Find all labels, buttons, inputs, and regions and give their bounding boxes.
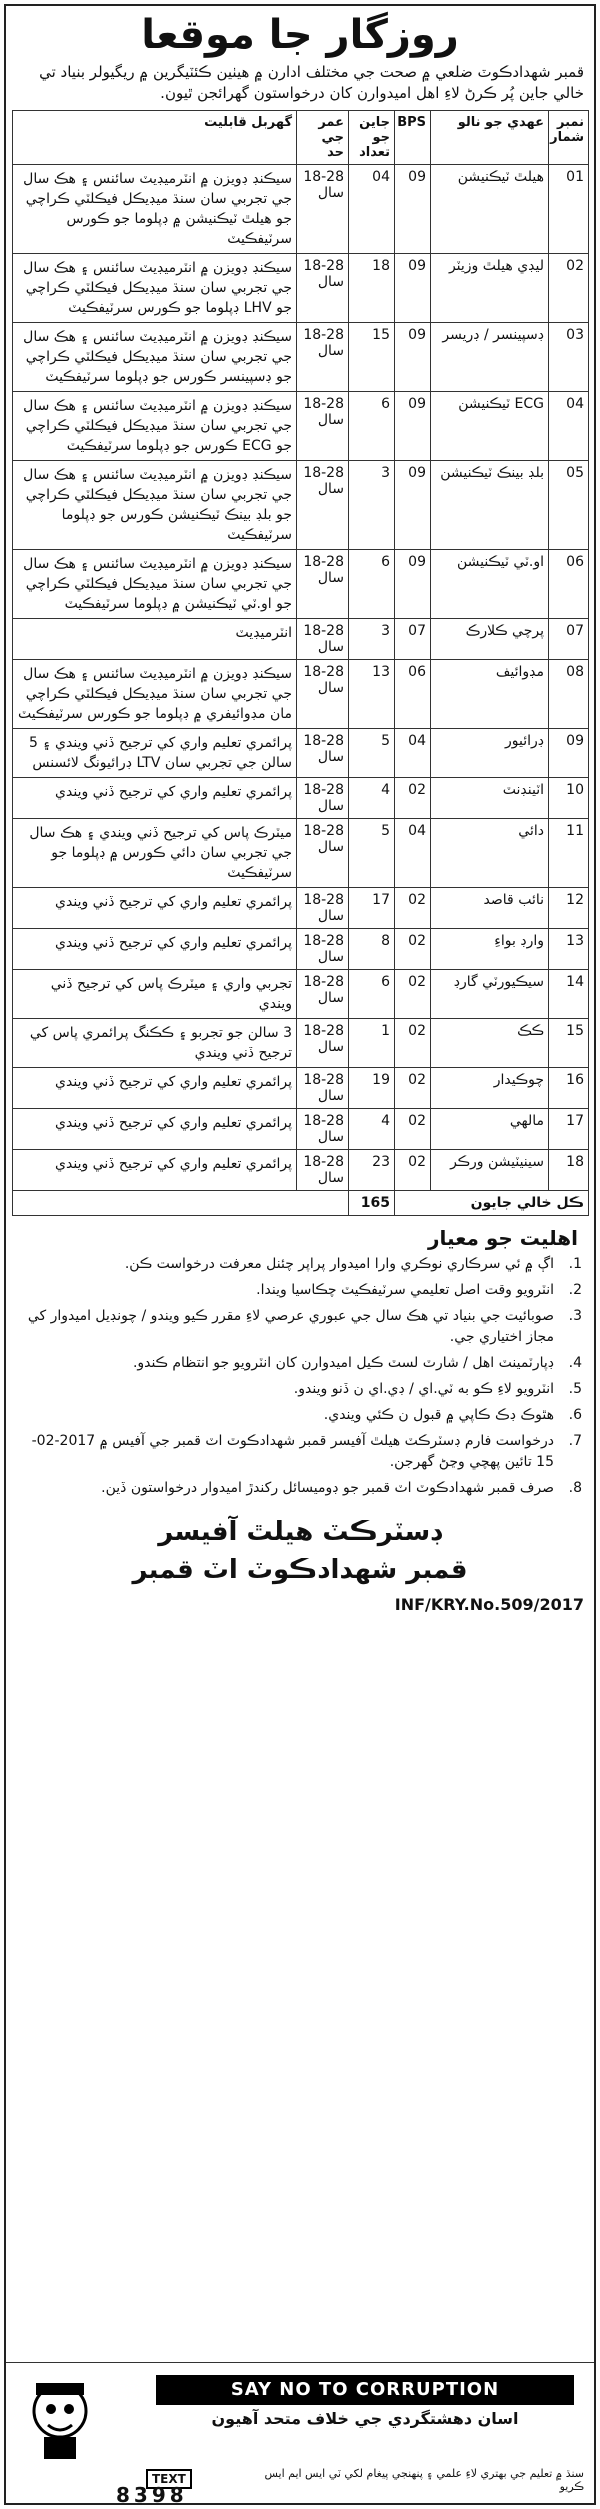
cell-posts: 3 bbox=[349, 461, 395, 550]
cell-qual: سيڪنڊ ڊويزن ۾ انٽرميڊيٽ سائنس ۽ هڪ سال جي تجربي سان سنڌ ميڊيڪل فيڪلٽي ڪراچي جو ڊسپينسر ڪورس جو ڊپلوما سرٽيفڪيٽ bbox=[13, 323, 297, 392]
cell-qual: پرائمري تعليم واري کي ترجيح ڏني ويندي bbox=[13, 929, 297, 970]
cell-qual: پرائمري تعليم واري کي ترجيح ڏني ويندي ۽ 5 سالن جي تجربي سان LTV ڊرائيونگ لائسنس bbox=[13, 729, 297, 778]
eligibility-list bbox=[6, 1254, 594, 1499]
cell-post: چوڪيدار bbox=[431, 1068, 549, 1109]
cell-qual: پرائمري تعليم واري کي ترجيح ڏني ويندي bbox=[13, 1068, 297, 1109]
page-title: روزگار جا موقعا bbox=[141, 12, 459, 58]
cell-bps: 07 bbox=[395, 619, 431, 660]
eligibility-item-text: صوبائيت جي بنياد تي هڪ سال جي عبوري عرصي لاءِ مقرر ڪيو ويندو / چونڊيل اميدوار کي مجاز اختياري جي. bbox=[27, 1308, 554, 1345]
footer-sms-row bbox=[6, 2467, 594, 2505]
cell-num: 07 bbox=[549, 619, 589, 660]
cell-num: 02 bbox=[549, 254, 589, 323]
cell-post: ECG ٽيڪنيشن bbox=[431, 392, 549, 461]
text-label: TEXT bbox=[146, 2469, 192, 2489]
cell-bps: 09 bbox=[395, 550, 431, 619]
jobs-table bbox=[12, 110, 589, 1216]
signature-line2: قمبر شھدادڪوٽ اٽ قمبر bbox=[132, 1555, 468, 1585]
eligibility-title: اهليت جو معيار bbox=[428, 1226, 578, 1250]
table-row bbox=[13, 461, 589, 550]
cell-num: 04 bbox=[549, 392, 589, 461]
cell-posts: 3 bbox=[349, 619, 395, 660]
eligibility-item-number: 2. bbox=[568, 1282, 582, 1298]
cell-age: 18-28 سال bbox=[297, 461, 349, 550]
cell-qual: پرائمري تعليم واري کي ترجيح ڏني ويندي bbox=[13, 1109, 297, 1150]
cell-age: 18-28 سال bbox=[297, 929, 349, 970]
cell-qual: سيڪنڊ ڊويزن ۾ انٽرميڊيٽ سائنس ۽ هڪ سال جي تجربي سان سنڌ ميڊيڪل فيڪلٽي ڪراچي جو هيلٿ ٽيڪنيشن ۾ ڊپلوما جو ڪورس سرٽيفڪيٽ bbox=[13, 165, 297, 254]
footer bbox=[6, 2362, 594, 2503]
table-row bbox=[13, 729, 589, 778]
cell-posts: 18 bbox=[349, 254, 395, 323]
table-row bbox=[13, 970, 589, 1019]
cell-bps: 09 bbox=[395, 461, 431, 550]
cell-posts: 6 bbox=[349, 550, 395, 619]
cell-qual: انٽرميڊيٽ bbox=[13, 619, 297, 660]
eligibility-item bbox=[18, 1280, 582, 1301]
table-row bbox=[13, 660, 589, 729]
cell-age: 18-28 سال bbox=[297, 1150, 349, 1191]
eligibility-item bbox=[18, 1254, 582, 1275]
cell-qual: تجربي واري ۽ ميٽرڪ پاس کي ترجيح ڏني ويندي bbox=[13, 970, 297, 1019]
cell-posts: 5 bbox=[349, 819, 395, 888]
cell-num: 15 bbox=[549, 1019, 589, 1068]
cell-bps: 02 bbox=[395, 888, 431, 929]
cell-age: 18-28 سال bbox=[297, 1109, 349, 1150]
cell-bps: 09 bbox=[395, 254, 431, 323]
table-row bbox=[13, 619, 589, 660]
cell-posts: 19 bbox=[349, 1068, 395, 1109]
corruption-banner: SAY NO TO CORRUPTION bbox=[156, 2375, 574, 2405]
total-label: ڪل خالي جايون bbox=[395, 1191, 589, 1216]
cell-post: سينيٽيشن ورڪر bbox=[431, 1150, 549, 1191]
cell-posts: 04 bbox=[349, 165, 395, 254]
table-row bbox=[13, 1068, 589, 1109]
cell-age: 18-28 سال bbox=[297, 323, 349, 392]
cell-bps: 02 bbox=[395, 778, 431, 819]
cell-num: 11 bbox=[549, 819, 589, 888]
cell-bps: 04 bbox=[395, 819, 431, 888]
table-row bbox=[13, 929, 589, 970]
eligibility-item-text: صرف قمبر شھدادڪوٽ اٽ قمبر جو ڊوميسائل رکندڙ اميدوار درخواستون ڏين. bbox=[101, 1480, 554, 1496]
cell-qual: 3 سالن جو تجربو ۽ ڪڪنگ پرائمري پاس کي ترجيح ڏني ويندي bbox=[13, 1019, 297, 1068]
table-row bbox=[13, 1150, 589, 1191]
cell-posts: 5 bbox=[349, 729, 395, 778]
eligibility-item-text: هٿوڪ ڊڪ ڪاپي ۾ قبول ن ڪئي ويندي. bbox=[323, 1407, 554, 1423]
advertisement-page bbox=[4, 4, 596, 2505]
cell-bps: 06 bbox=[395, 660, 431, 729]
cell-posts: 6 bbox=[349, 970, 395, 1019]
cell-num: 08 bbox=[549, 660, 589, 729]
sms-note: سنڌ ۾ تعليم جي بهتري لاءِ علمي ۽ پنهنجي پيغام لکي ٽي ايس ايم ايس ڪريو bbox=[264, 2467, 584, 2493]
cell-post: دائي bbox=[431, 819, 549, 888]
cell-age: 18-28 سال bbox=[297, 888, 349, 929]
eligibility-item-number: 1. bbox=[568, 1256, 582, 1272]
table-row bbox=[13, 1019, 589, 1068]
eligibility-item bbox=[18, 1431, 582, 1473]
table-row bbox=[13, 819, 589, 888]
cell-posts: 4 bbox=[349, 778, 395, 819]
table-row bbox=[13, 778, 589, 819]
cell-age: 18-28 سال bbox=[297, 254, 349, 323]
cell-num: 14 bbox=[549, 970, 589, 1019]
header-age: عمر جي حد bbox=[297, 111, 349, 165]
cell-posts: 17 bbox=[349, 888, 395, 929]
anti-corruption-mascot-icon bbox=[20, 2373, 100, 2463]
table-row bbox=[13, 165, 589, 254]
table-row bbox=[13, 1109, 589, 1150]
cell-qual: پرائمري تعليم واري کي ترجيح ڏني ويندي bbox=[13, 1150, 297, 1191]
eligibility-item-text: ڊپارٽمينٽ اهل / شارٽ لسٽ ڪيل اميدوارن کان انٽرويو جو انتظام ڪندو. bbox=[132, 1355, 554, 1371]
cell-post: ڪڪ bbox=[431, 1019, 549, 1068]
cell-num: 18 bbox=[549, 1150, 589, 1191]
table-row bbox=[13, 888, 589, 929]
cell-bps: 02 bbox=[395, 970, 431, 1019]
cell-post: وارڊ بواءِ bbox=[431, 929, 549, 970]
header-num: نمبر شمار bbox=[549, 111, 589, 165]
eligibility-item-text: اڳ ۾ ئي سرڪاري نوڪري وارا اميدوار پراپر چئنل معرفت درخواست ڪن. bbox=[124, 1256, 554, 1272]
cell-bps: 02 bbox=[395, 929, 431, 970]
eligibility-item-text: انٽرويو وقت اصل تعليمي سرٽيفڪيٽ چڪاسيا ويندا. bbox=[256, 1282, 554, 1298]
eligibility-item bbox=[18, 1353, 582, 1374]
cell-qual: ميٽرڪ پاس کي ترجيح ڏني ويندي ۽ هڪ سال جي تجربي سان دائي ڪورس ۾ ڊپلوما جو سرٽيفڪيٽ bbox=[13, 819, 297, 888]
eligibility-item-number: 6. bbox=[568, 1407, 582, 1423]
reference-number: INF/KRY.No.509/2017 bbox=[394, 1595, 584, 1614]
table-row bbox=[13, 254, 589, 323]
total-empty bbox=[13, 1191, 349, 1216]
cell-posts: 15 bbox=[349, 323, 395, 392]
eligibility-item-number: 4. bbox=[568, 1355, 582, 1371]
header-bps: BPS bbox=[395, 111, 431, 165]
cell-qual: پرائمري تعليم واري کي ترجيح ڏني ويندي bbox=[13, 888, 297, 929]
cell-post: ڊسپينسر / ڊريسر bbox=[431, 323, 549, 392]
eligibility-item bbox=[18, 1379, 582, 1400]
cell-age: 18-28 سال bbox=[297, 1068, 349, 1109]
cell-posts: 4 bbox=[349, 1109, 395, 1150]
intro-text: قمبر شھدادڪوٽ ضلعي ۾ صحت جي مختلف ادارن ۾ ھيٺين ڪئٽيگرين ۾ ريگيولر بنياد تي خالي جاين پُر ڪرڻ لاءِ اهل اميدوارن کان درخواستون گھرائجن ٿيون. bbox=[39, 63, 584, 102]
table-header-row bbox=[13, 111, 589, 165]
cell-num: 16 bbox=[549, 1068, 589, 1109]
cell-age: 18-28 سال bbox=[297, 1019, 349, 1068]
cell-num: 09 bbox=[549, 729, 589, 778]
cell-post: نائب قاصد bbox=[431, 888, 549, 929]
cell-post: هيلٿ ٽيڪنيشن bbox=[431, 165, 549, 254]
cell-num: 12 bbox=[549, 888, 589, 929]
cell-qual: پرائمري تعليم واري کي ترجيح ڏني ويندي bbox=[13, 778, 297, 819]
cell-bps: 09 bbox=[395, 165, 431, 254]
cell-post: بلڊ بينڪ ٽيڪنيشن bbox=[431, 461, 549, 550]
cell-posts: 23 bbox=[349, 1150, 395, 1191]
cell-num: 01 bbox=[549, 165, 589, 254]
cell-age: 18-28 سال bbox=[297, 392, 349, 461]
cell-bps: 09 bbox=[395, 323, 431, 392]
cell-num: 10 bbox=[549, 778, 589, 819]
header-post: عھدي جو نالو bbox=[431, 111, 549, 165]
cell-bps: 02 bbox=[395, 1019, 431, 1068]
jobs-table-body bbox=[13, 165, 589, 1191]
cell-age: 18-28 سال bbox=[297, 819, 349, 888]
cell-age: 18-28 سال bbox=[297, 165, 349, 254]
cell-bps: 04 bbox=[395, 729, 431, 778]
cell-post: اٽينڊنٽ bbox=[431, 778, 549, 819]
cell-age: 18-28 سال bbox=[297, 660, 349, 729]
cell-post: ليڊي هيلٿ وزيٽر bbox=[431, 254, 549, 323]
cell-num: 06 bbox=[549, 550, 589, 619]
cell-bps: 09 bbox=[395, 392, 431, 461]
total-row bbox=[13, 1191, 589, 1216]
cell-post: او.ٽي ٽيڪنيشن bbox=[431, 550, 549, 619]
eligibility-item-text: درخواست فارم ڊسٽرڪٽ هيلٿ آفيسر قمبر شھدادڪوٽ اٽ قمبر جي آفيس ۾ 2017-02-15 تائين پهچي وڃڻ گهرجن. bbox=[31, 1433, 554, 1470]
eligibility-item-text: انٽرويو لاءِ ڪو به ٽي.اي / ڊي.اي ن ڏنو ويندو. bbox=[293, 1381, 554, 1397]
cell-num: 17 bbox=[549, 1109, 589, 1150]
cell-age: 18-28 سال bbox=[297, 550, 349, 619]
cell-bps: 02 bbox=[395, 1068, 431, 1109]
cell-num: 03 bbox=[549, 323, 589, 392]
total-value: 165 bbox=[349, 1191, 395, 1216]
header-qual: گھربل قابليت bbox=[13, 111, 297, 165]
eligibility-item-number: 5. bbox=[568, 1381, 582, 1397]
cell-qual: سيڪنڊ ڊويزن ۾ انٽرميڊيٽ سائنس ۽ هڪ سال جي تجربي سان سنڌ ميڊيڪل فيڪلٽي ڪراچي جو او.ٽي ٽيڪنيشن ۾ ڊپلوما سرٽيفڪيٽ bbox=[13, 550, 297, 619]
cell-age: 18-28 سال bbox=[297, 970, 349, 1019]
header-posts: جاين جو تعداد bbox=[349, 111, 395, 165]
table-row bbox=[13, 323, 589, 392]
cell-age: 18-28 سال bbox=[297, 778, 349, 819]
cell-qual: سيڪنڊ ڊويزن ۾ انٽرميڊيٽ سائنس ۽ هڪ سال جي تجربي سان سنڌ ميڊيڪل فيڪلٽي ڪراچي جو ECG ڪورس جو ڊپلوما سرٽيفڪيٽ bbox=[13, 392, 297, 461]
cell-age: 18-28 سال bbox=[297, 619, 349, 660]
cell-post: پرچي ڪلارڪ bbox=[431, 619, 549, 660]
cell-qual: سيڪنڊ ڊويزن ۾ انٽرميڊيٽ سائنس ۽ هڪ سال جي تجربي سان سنڌ ميڊيڪل فيڪلٽي ڪراچي جو بلڊ بينڪ ٽيڪنيشن ڪورس جو ڊپلوما سرٽيفڪيٽ bbox=[13, 461, 297, 550]
signature-block bbox=[6, 1513, 594, 1589]
eligibility-item bbox=[18, 1478, 582, 1499]
unity-slogan: اسان دهشتگردي جي خلاف متحد آهيون bbox=[211, 2409, 519, 2428]
cell-posts: 1 bbox=[349, 1019, 395, 1068]
sms-number: 8398 bbox=[116, 2483, 188, 2505]
cell-bps: 02 bbox=[395, 1150, 431, 1191]
cell-qual: سيڪنڊ ڊويزن ۾ انٽرميڊيٽ سائنس ۽ هڪ سال جي تجربي سان سنڌ ميڊيڪل فيڪلٽي ڪراچي جو LHV ڊپلوما جو ڪورس سرٽيفڪيٽ bbox=[13, 254, 297, 323]
table-row bbox=[13, 550, 589, 619]
cell-post: مالهي bbox=[431, 1109, 549, 1150]
eligibility-item-number: 8. bbox=[568, 1480, 582, 1496]
cell-qual: سيڪنڊ ڊويزن ۾ انٽرميڊيٽ سائنس ۽ هڪ سال جي تجربي سان سنڌ ميڊيڪل فيڪلٽي ڪراچي مان مڊوائيفري ۾ ڊپلوما جو ڪورس سرٽيفڪيٽ bbox=[13, 660, 297, 729]
cell-post: ڊرائيور bbox=[431, 729, 549, 778]
eligibility-item bbox=[18, 1405, 582, 1426]
cell-age: 18-28 سال bbox=[297, 729, 349, 778]
eligibility-item bbox=[18, 1306, 582, 1348]
cell-post: مڊوائيف bbox=[431, 660, 549, 729]
cell-post: سيڪيورٽي گارڊ bbox=[431, 970, 549, 1019]
eligibility-item-number: 3. bbox=[568, 1308, 582, 1324]
eligibility-item-number: 7. bbox=[568, 1433, 582, 1449]
cell-num: 13 bbox=[549, 929, 589, 970]
table-row bbox=[13, 392, 589, 461]
cell-posts: 6 bbox=[349, 392, 395, 461]
cell-posts: 8 bbox=[349, 929, 395, 970]
cell-posts: 13 bbox=[349, 660, 395, 729]
cell-num: 05 bbox=[549, 461, 589, 550]
signature-line1: ڊسٽرڪٽ هيلٿ آفيسر bbox=[158, 1517, 442, 1547]
cell-bps: 02 bbox=[395, 1109, 431, 1150]
